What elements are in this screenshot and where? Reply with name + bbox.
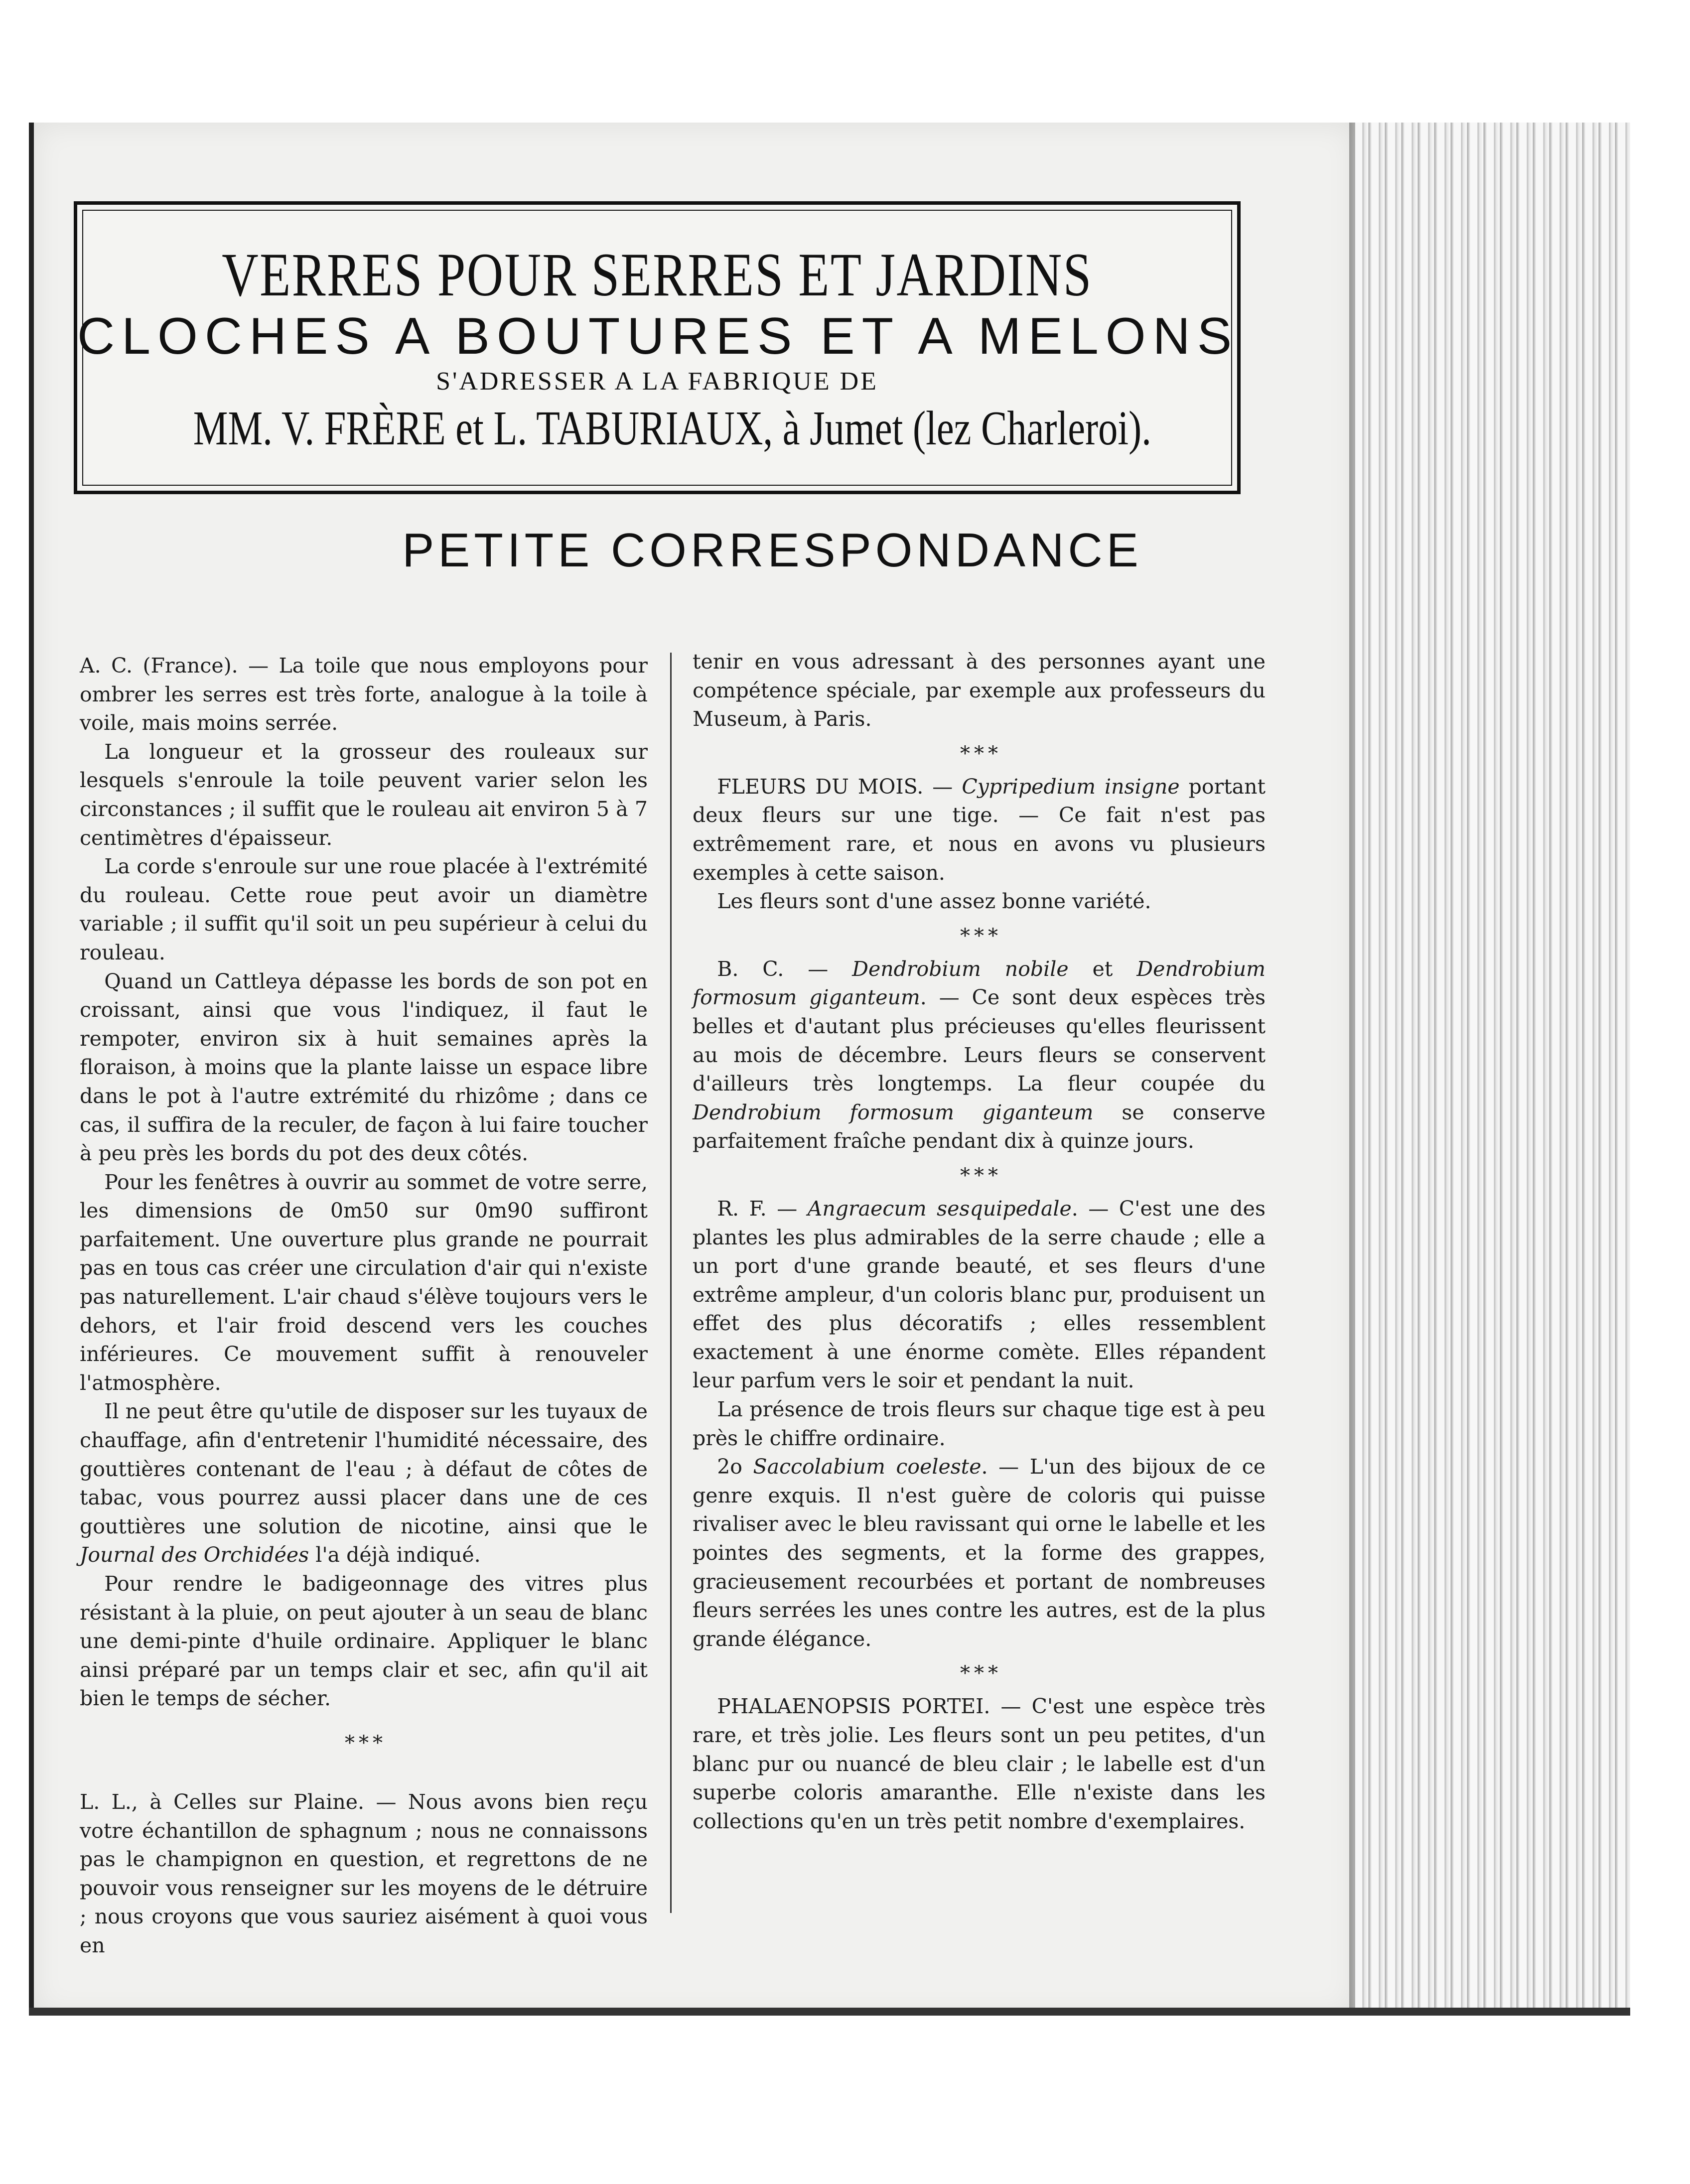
reply-lead: FLEURS DU MOIS. — bbox=[717, 774, 962, 799]
section-separator bbox=[80, 1733, 648, 1753]
separator-glyph: * * * bbox=[960, 924, 998, 948]
separator-glyph: * * * bbox=[960, 742, 998, 765]
separator-glyph: * * * bbox=[960, 1662, 998, 1685]
reply-paragraph bbox=[693, 1692, 1266, 1836]
reply-text: et bbox=[1068, 956, 1137, 981]
reply-text: portant deux fleurs sur une tige. — Ce fait n'est pas extrêmement rare, et nous en avons vu plusieurs exemples à cette saison. bbox=[693, 774, 1266, 885]
section-separator bbox=[693, 1663, 1266, 1683]
advertisement-subtitle: CLOCHES A BOUTURES ET A MELONS bbox=[77, 307, 1239, 365]
section-separator bbox=[693, 926, 1266, 946]
species-name: Saccolabium coeleste bbox=[753, 1455, 982, 1479]
reply-paragraph bbox=[693, 1453, 1266, 1653]
reply-text: . — L'un des bijoux de ce genre exquis. Il n'est guère de coloris qui puisse rivaliser avec le bleu ravissant qui orne le labelle et les pointes des segments, et la forme des grappes, gracieusement recourbées et portant de nombreuses fleurs serrées les unes contre les autres, est de la plus grande élégance. bbox=[693, 1455, 1266, 1651]
left-column bbox=[80, 652, 648, 1960]
reply-lead: 2o bbox=[717, 1455, 753, 1479]
reply-paragraph bbox=[693, 955, 1266, 1156]
reply-paragraph: La longueur et la grosseur des rouleaux sur lesquels s'enroule la toile peuvent varier selon les circonstances ; il suffit que le rouleau ait environ 5 à 7 centimètres d'épaisseur. bbox=[80, 739, 648, 850]
right-column bbox=[693, 648, 1266, 1836]
reply-paragraph: Les fleurs sont d'une assez bonne variété. bbox=[717, 889, 1151, 914]
advertisement-title: VERRES POUR SERRES ET JARDINS bbox=[222, 241, 1093, 309]
reply-paragraph bbox=[693, 1195, 1266, 1395]
scan-binding-edge bbox=[29, 123, 34, 2016]
reply-text: l'a déjà indiqué. bbox=[309, 1543, 481, 1567]
journal-title: Journal des Orchidées bbox=[80, 1543, 309, 1567]
species-name: Dendrobium formosum giganteum bbox=[693, 956, 1266, 1010]
reply-paragraph: Pour rendre le badigeonnage des vitres plus résistant à la pluie, on peut ajouter à un seau de blanc une demi-pinte d'huile ordinaire. Appliquer le blanc ainsi préparé par un temps clair et sec, afin qu'il ait bien le temps de sécher. bbox=[80, 1572, 648, 1711]
reply-paragraph bbox=[693, 773, 1266, 887]
reply-paragraph: Quand un Cattleya dépasse les bords de son pot en croissant, ainsi que vous l'indiquez, il faut le rempoter, environ six à huit semaines après la floraison, à moins que la plante laisse un espace libre dans le pot à l'autre extrémité du rhizôme ; dans ce cas, il suffira de la reculer, de façon à lui faire toucher à peu près les bords du pot des deux côtés. bbox=[80, 969, 648, 1166]
section-separator bbox=[693, 744, 1266, 764]
column-rule bbox=[670, 653, 672, 1913]
reply-lead: B. C. — bbox=[717, 956, 852, 981]
advertisement-company: MM. V. FRÈRE et L. TABURIAUX, à Jumet (lez Charleroi). bbox=[193, 402, 1151, 455]
species-name: Angraecum sesquipedale bbox=[807, 1196, 1072, 1221]
separator-glyph: * * * bbox=[960, 1164, 998, 1187]
reply-paragraph: tenir en vous adressant à des personnes ayant une compétence spéciale, par exemple aux professeurs du Museum, à Paris. bbox=[693, 650, 1266, 731]
species-name: Cypripedium insigne bbox=[962, 774, 1180, 799]
reply-paragraph bbox=[80, 652, 648, 738]
advertisement-box bbox=[74, 201, 1241, 494]
reply-lead: A. C. (France). — bbox=[80, 654, 279, 678]
reply-paragraph: Pour les fenêtres à ouvrir au sommet de votre serre, les dimensions de 0m50 sur 0m90 suffiront parfaitement. Une ouverture plus grande ne pourrait pas en tous cas créer une circulation d'air qui n'existe pas naturellement. L'air chaud s'élève toujours vers le dehors, et l'air froid descend vers les couches inférieures. Ce mouvement suffit à renouveler l'atmosphère. bbox=[80, 1170, 648, 1395]
reply-text: . — Ce sont deux espèces très belles et d'autant plus précieuses qu'elles fleurissent au mois de décembre. Leurs fleurs se conservent d'ailleurs très longtemps. La fleur coupée du bbox=[693, 985, 1266, 1096]
reply-paragraph bbox=[80, 1788, 648, 1960]
reply-text: C'est une espèce très rare, et très jolie. Les fleurs sont un peu petites, d'un blanc pur ou nuancé de bleu clair ; le labelle est d'un superbe coloris amaranthe. Elle n'existe dans les collections qu'en un très petit nombre d'exemplaires. bbox=[693, 1694, 1266, 1833]
advertisement-contact: S'ADRESSER A LA FABRIQUE DE bbox=[436, 367, 878, 396]
book-fore-edge bbox=[1355, 123, 1630, 2016]
separator-glyph: * * * bbox=[345, 1731, 383, 1755]
reply-text: La toile que nous employons pour ombrer les serres est très forte, analogue à la toile à voile, mais moins serrée. bbox=[80, 654, 648, 735]
reply-lead: R. F. — bbox=[717, 1196, 808, 1221]
section-title: PETITE CORRESPONDANCE bbox=[402, 524, 1142, 577]
reply-paragraph: La présence de trois fleurs sur chaque tige est à peu près le chiffre ordinaire. bbox=[693, 1397, 1266, 1450]
reply-lead: PHALAENOPSIS PORTEI. — bbox=[717, 1694, 1032, 1719]
species-name: Dendrobium formosum giganteum bbox=[693, 1100, 1094, 1124]
reply-text: Nous avons bien reçu votre échantillon de sphagnum ; nous ne connaissons pas le champignon en question, et regrettons de ne pouvoir vous renseigner sur les moyens de le détruire ; nous croyons que vous sauriez aisément à quoi vous en bbox=[80, 1789, 648, 1957]
reply-paragraph bbox=[80, 1397, 648, 1570]
reply-text: se conserve parfaitement fraîche pendant dix à quinze jours. bbox=[693, 1100, 1266, 1153]
species-name: Dendrobium nobile bbox=[852, 956, 1069, 981]
reply-lead: L. L., à Celles sur Plaine. — bbox=[80, 1789, 408, 1814]
reply-text: . — C'est une des plantes les plus admirables de la serre chaude ; elle a un port d'une grande beauté, et ses fleurs d'une extrême ampleur, d'un coloris blanc pur, produisent un effet des plus décoratifs ; elles ressemblent exactement à une énorme comète. Elles répandent leur parfum vers le soir et pendant la nuit. bbox=[693, 1196, 1266, 1393]
reply-text: Il ne peut être qu'utile de disposer sur les tuyaux de chauffage, afin d'entretenir l'humidité nécessaire, des gouttières contenant de l'eau ; à défaut de côtes de tabac, vous pourrez aussi placer dans une de ces gouttières une solution de nicotine, ainsi que le bbox=[80, 1399, 648, 1538]
section-separator bbox=[693, 1166, 1266, 1186]
reply-paragraph: La corde s'enroule sur une roue placée à l'extrémité du rouleau. Cette roue peut avoir un diamètre variable ; il suffit qu'il soit un peu supérieur à celui du rouleau. bbox=[80, 854, 648, 964]
scan-bottom-edge bbox=[29, 2008, 1630, 2016]
